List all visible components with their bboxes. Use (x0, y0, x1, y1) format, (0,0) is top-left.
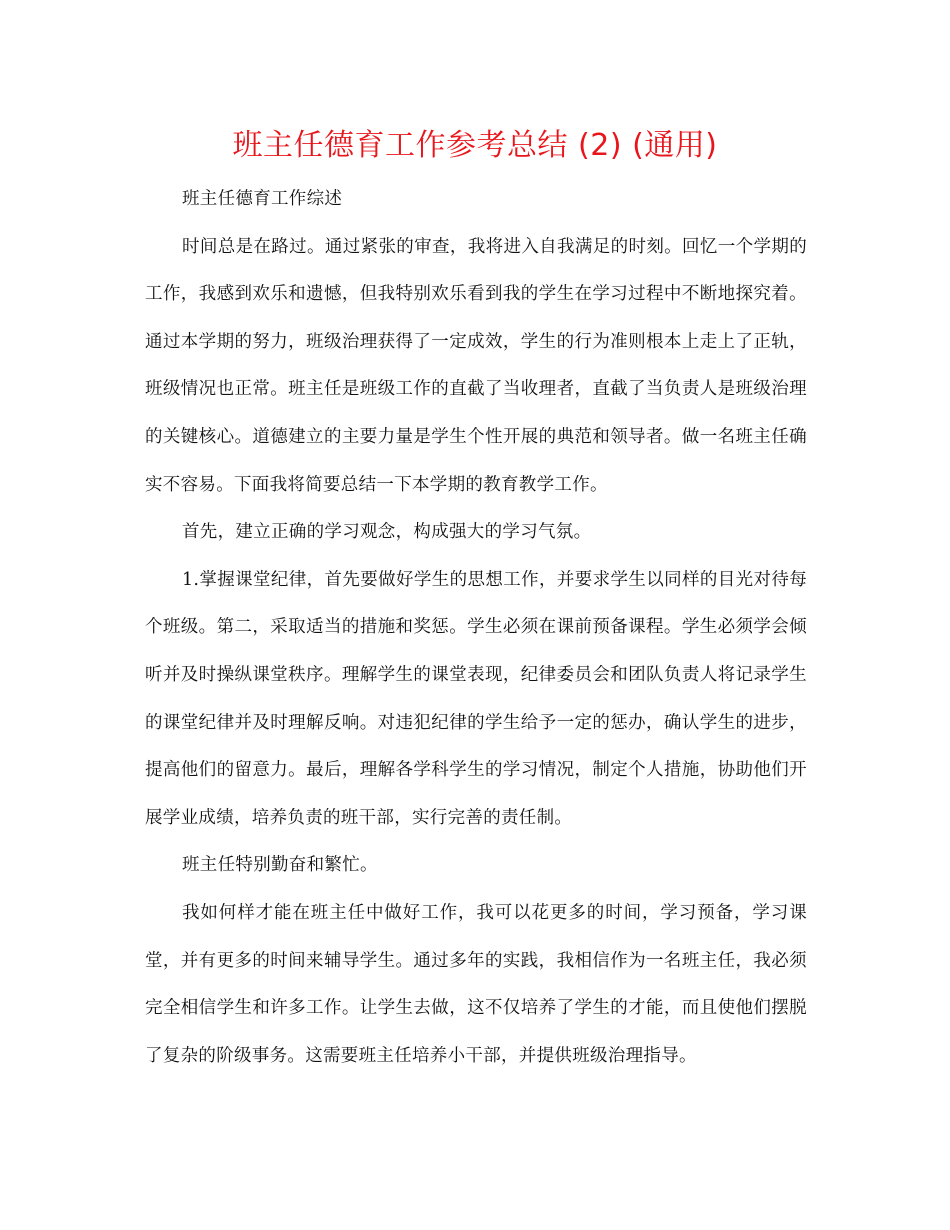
paragraph: 1.掌握课堂纪律，首先要做好学生的思想工作，并要求学生以同样的目光对待每个班级。第二，采取适当的措施和奖惩。学生必须在课前预备课程。学生必须学会倾听并及时操纵课堂秩序。理解学生的课堂表现，纪律委员会和团队负责人将记录学生的课堂纪律并及时理解反响。对违犯纪律的学生给予一定的惩办，确认学生的进步，提高他们的留意力。最后，理解各学科学生的学习情况，制定个人措施，协助他们开展学业成绩，培养负责的班干部，实行完善的责任制。 (145, 569, 807, 828)
section-heading: 班主任德育工作综述 (182, 189, 343, 209)
paragraph: 班主任特别勤奋和繁忙。 (182, 855, 378, 876)
document-title: 班主任德育工作参考总结 (2) (通用) (232, 128, 718, 163)
paragraph: 时间总是在路过。通过紧张的审查，我将进入自我满足的时刻。回忆一个学期的工作，我感到欢乐和遗憾，但我特别欢乐看到我的学生在学习过程中不断地探究着。通过本学期的努力，班级治理获得了一定成效，学生的行为准则根本上走上了正轨，班级情况也正常。班主任是班级工作的直截了当收理者，直截了当负责人是班级治理的关键核心。道德建立的主要力量是学生个性开展的典范和领导者。做一名班主任确实不容易。下面我将简要总结一下本学期的教育教学工作。 (145, 236, 807, 495)
paragraph: 我如何样才能在班主任中做好工作，我可以花更多的时间，学习预备，学习课堂，并有更多的时间来辅导学生。通过多年的实践，我相信作为一名班主任，我必须完全相信学生和许多工作。让学生去做，这不仅培养了学生的才能，而且使他们摆脱了复杂的阶级事务。这需要班主任培养小干部，并提供班级治理指导。 (145, 902, 807, 1066)
document-body (145, 176, 807, 1080)
paragraph: 首先，建立正确的学习观念，构成强大的学习气氛。 (182, 522, 592, 543)
